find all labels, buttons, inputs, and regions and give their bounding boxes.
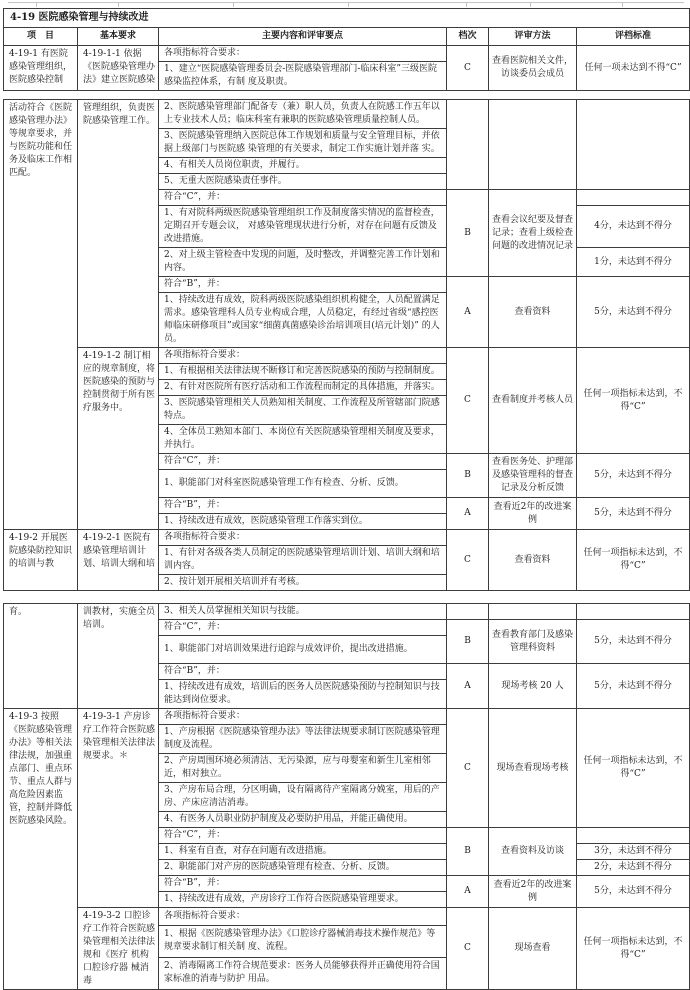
grade-cell: B bbox=[447, 190, 489, 277]
content-cell: 1、产房根据《医院感染管理办法》等法律法规要求制订医院感染管理制度及流程。 bbox=[159, 725, 447, 754]
standard-cell: 5分，未达到不得分 bbox=[577, 876, 690, 908]
content-cell: 2、医院感染管理部门配备专（兼）职人员，负责人在院感工作五年以上专业技术人员；临床科室有兼职的医院感染管理质量控制人员。 bbox=[159, 100, 447, 129]
content-cell: 1、持续改进有成效，院科两级医院感染组织机构健全，人员配置满足需求。感染管理科人员专业构成合理，人员稳定，有经过省级“感控医师临床研修项目”或国家“细菌真菌感染诊治培训项目(培元计划)” 的人员。 bbox=[159, 293, 447, 348]
content-cell: 1、持续改进有成效，培训后的医务人员医院感染预防与控制知识与技能达到岗位要求。 bbox=[159, 680, 447, 709]
column-header-standard: 评档标准 bbox=[577, 28, 690, 46]
standard-cell: 5分，未达到不得分 bbox=[577, 277, 690, 348]
empty-cell bbox=[447, 100, 489, 190]
standard-cell: 5分，未达到不得分 bbox=[577, 454, 690, 498]
content-cell: 符合“C”，并： bbox=[159, 454, 447, 470]
grade-cell: B bbox=[447, 454, 489, 498]
content-cell: 各项指标符合要求： bbox=[159, 348, 447, 364]
item-cell: 4-19-2 开展医院感染防控知识的培训与教 bbox=[4, 530, 78, 591]
empty-cell bbox=[577, 190, 690, 206]
content-cell: 符合“C”，并： bbox=[159, 828, 447, 844]
standard-cell: 4分，未达到不得分 bbox=[577, 206, 690, 248]
item-cell: 育。 bbox=[4, 604, 78, 709]
content-cell: 1、有对院科两级医院感染管理组织工作及制度落实情况的监督检查，定期召开专题会议， 对感染管理现状进行分析，对存在问题有反馈及改进措施。 bbox=[159, 206, 447, 248]
method-cell: 查看资料 bbox=[489, 277, 577, 348]
content-cell: 符合“B”，并： bbox=[159, 876, 447, 892]
content-cell: 符合“C”，并： bbox=[159, 620, 447, 636]
requirement-cell: 4-19-1-2 制订相应的规章制度，将医院感染的预防与控制贯彻于所有医疗服务中。 bbox=[78, 348, 159, 530]
standard-cell: 3分，未达到不得分 bbox=[577, 844, 690, 860]
content-cell: 1、根据《医院感染管理办法》《口腔诊疗器械消毒技术操作规范》等规章要求制订相关制 度、流程。 bbox=[159, 925, 447, 957]
column-header-method: 评审方法 bbox=[489, 28, 577, 46]
content-cell: 各项指标符合要求： bbox=[159, 46, 447, 62]
grade-cell: A bbox=[447, 277, 489, 348]
content-cell: 各项指标符合要求： bbox=[159, 908, 447, 926]
content-cell: 2、职能部门对产房的医院感染管理有检查、分析、反馈。 bbox=[159, 860, 447, 876]
table-row bbox=[4, 348, 690, 364]
empty-cell bbox=[489, 604, 577, 620]
requirement-cell: 4-19-3-2 口腔诊疗工作符合医院感染管理相关法律法规和《医疗 机构口腔诊疗器 械消毒 bbox=[78, 908, 159, 990]
standard-cell: 1分，未达到不得分 bbox=[577, 248, 690, 277]
table-row bbox=[4, 100, 690, 129]
standard-cell: 任何一项指标未达到，不得“C” bbox=[577, 348, 690, 454]
content-cell: 符合“B”，并： bbox=[159, 664, 447, 680]
method-cell: 查看医务处、护理部及感染管理科的督查记录及分析反馈 bbox=[489, 454, 577, 498]
grade-cell: C bbox=[447, 908, 489, 990]
empty-cell bbox=[447, 604, 489, 620]
table-section-3 bbox=[3, 603, 690, 990]
table-section-1 bbox=[3, 8, 690, 91]
grade-cell: C bbox=[447, 709, 489, 828]
grade-cell: A bbox=[447, 664, 489, 709]
standard-cell: 任何一项未达到不得“C” bbox=[577, 46, 690, 91]
content-cell: 符合“B”，并： bbox=[159, 498, 447, 514]
method-cell: 现场查看 bbox=[489, 908, 577, 990]
table-row bbox=[4, 908, 690, 926]
content-cell: 1、职能部门对科室医院感染管理工作有检查、分析、反馈。 bbox=[159, 470, 447, 498]
requirement-cell: 4-19-2-1 医院有感染管理培训计划、培训大纲和培 bbox=[78, 530, 159, 591]
item-cell: 活动符合《医院感染管理办法》等规章要求，并与医院功能和任务及临床工作相匹配。 bbox=[4, 100, 78, 530]
method-cell: 查看教育部门及感染管理科资料 bbox=[489, 620, 577, 664]
content-cell: 各项指标符合要求： bbox=[159, 709, 447, 725]
content-cell: 1、持续改进有成效，医院感染管理工作落实到位。 bbox=[159, 514, 447, 530]
content-cell: 5、无重大医院感染责任事件。 bbox=[159, 174, 447, 190]
standard-cell: 任何一项指标未达到，不得“C” bbox=[577, 908, 690, 990]
table-row bbox=[4, 9, 690, 28]
content-cell: 符合“C”，并： bbox=[159, 190, 447, 206]
empty-cell bbox=[489, 100, 577, 190]
section-title: 4-19 医院感染管理与持续改进 bbox=[4, 9, 690, 28]
item-cell: 4-19-3 按照《医院感染管理办法》等相关法律法规，加强重点部门、重点环节、重点人群与高危险因素监管，控制并降低医院感染风险。 bbox=[4, 709, 78, 990]
content-cell: 4、全体员工熟知本部门、本岗位有关医院感染管理相关制度及要求，并执行。 bbox=[159, 425, 447, 454]
method-cell: 查看资料 bbox=[489, 530, 577, 591]
standard-cell: 任何一项指标未达到，不得“C” bbox=[577, 530, 690, 591]
content-cell: 1、科室有自查，对存在问题有改进措施。 bbox=[159, 844, 447, 860]
column-header-grade: 档次 bbox=[447, 28, 489, 46]
empty-cell bbox=[577, 604, 690, 620]
table-row bbox=[4, 530, 690, 546]
content-cell: 4、有相关人员岗位职责，并履行。 bbox=[159, 158, 447, 174]
content-cell: 1、建立“医院感染管理委员会-医院感染管理部门-临床科室”三级医院感染监控体系，有制 度及职责。 bbox=[159, 62, 447, 91]
content-cell: 3、产房布局合理，分区明确，设有隔离待产室隔离分娩室，用后的产房、产床应清洁消毒。 bbox=[159, 783, 447, 812]
method-cell: 查看近2年的改进案例 bbox=[489, 876, 577, 908]
content-cell: 2、按计划开展相关培训并有考核。 bbox=[159, 575, 447, 591]
method-cell: 查看制度并考核人员 bbox=[489, 348, 577, 454]
item-cell: 4-19-1 有医院感染管理组织，医院感染控制 bbox=[4, 46, 78, 91]
content-cell: 1、职能部门对培训效果进行追踪与成效评价，提出改进措施。 bbox=[159, 636, 447, 664]
method-cell: 查看医院相关文件，访谈委员会成员 bbox=[489, 46, 577, 91]
content-cell: 2、对上级主管检查中发现的问题，及时整改，并调整完善工作计划和内容。 bbox=[159, 248, 447, 277]
table-row bbox=[4, 709, 690, 725]
content-cell: 各项指标符合要求： bbox=[159, 530, 447, 546]
method-cell: 查看会议纪要及督查记录；查看上级检查问题的改进情况记录 bbox=[489, 190, 577, 277]
table-section-2 bbox=[3, 99, 690, 591]
method-cell: 查看资料及访谈 bbox=[489, 828, 577, 876]
standard-cell: 5分，未达到不得分 bbox=[577, 498, 690, 530]
requirement-cell: 管理组织，负责医院感染管理工作。 bbox=[78, 100, 159, 348]
previous-page-edge bbox=[8, 2, 684, 6]
method-cell: 查看近2年的改进案例 bbox=[489, 498, 577, 530]
grade-cell: B bbox=[447, 620, 489, 664]
content-cell: 1、持续改进有成效，产房诊疗工作符合医院感染管理要求。 bbox=[159, 892, 447, 908]
content-cell: 2、消毒隔离工作符合规范要求：医务人员能够获得并正确使用符合国家标准的消毒与防护 用品。 bbox=[159, 957, 447, 989]
content-cell: 1、有针对各级各类人员制定的医院感染管理培训计划、培训大纲和培训内容。 bbox=[159, 546, 447, 575]
table-row bbox=[4, 46, 690, 62]
content-cell: 3、医院感染管理相关人员熟知相关制度、工作流程及所管辖部门院感特点。 bbox=[159, 396, 447, 425]
standard-cell: 2分，未达到不得分 bbox=[577, 860, 690, 876]
standard-cell: 5分，未达到不得分 bbox=[577, 664, 690, 709]
content-cell: 3、医院感染管理纳入医院总体工作规划和质量与安全管理目标，并依据上级部门与医院感 染管理的有关要求，制定工作实施计划并落 实。 bbox=[159, 129, 447, 158]
standard-cell: 任何一项指标未达到，不得“C” bbox=[577, 709, 690, 828]
grade-cell: C bbox=[447, 348, 489, 454]
column-header-content: 主要内容和评审要点 bbox=[159, 28, 447, 46]
requirement-cell: 训教材，实施全员培训。 bbox=[78, 604, 159, 709]
grade-cell: C bbox=[447, 530, 489, 591]
content-cell: 3、相关人员掌握相关知识与技能。 bbox=[159, 604, 447, 620]
content-cell: 2、产房周围环境必须清洁、无污染源，应与母婴室和新生儿室相邻近，相对独立。 bbox=[159, 754, 447, 783]
grade-cell: A bbox=[447, 876, 489, 908]
grade-cell: B bbox=[447, 828, 489, 876]
grade-cell: A bbox=[447, 498, 489, 530]
requirement-cell: 4-19-1-1 依据《医院感染管理办法》建立医院感染 bbox=[78, 46, 159, 91]
column-header-basic: 基本要求 bbox=[78, 28, 159, 46]
table-row bbox=[4, 604, 690, 620]
column-header-item: 项 目 bbox=[4, 28, 78, 46]
content-cell: 符合“B”，并： bbox=[159, 277, 447, 293]
method-cell: 现场查看现场考核 bbox=[489, 709, 577, 828]
content-cell: 1、有根据相关法律法规不断修订和完善医院感染的预防与控制制度。 bbox=[159, 364, 447, 380]
standard-cell: 5分，未达到不得分 bbox=[577, 620, 690, 664]
empty-cell bbox=[577, 828, 690, 844]
method-cell: 现场考核 20 人 bbox=[489, 664, 577, 709]
empty-cell bbox=[577, 100, 690, 190]
table-row bbox=[4, 28, 690, 46]
content-cell: 4、有医务人员职业防护制度及必要防护用品，并能正确使用。 bbox=[159, 812, 447, 828]
requirement-cell: 4-19-3-1 产房诊疗工作符合医院感染管理相关法律法规要求。＊ bbox=[78, 709, 159, 908]
grade-cell: C bbox=[447, 46, 489, 91]
content-cell: 2、有针对医院所有医疗活动和工作流程而制定的具体措施，并落实。 bbox=[159, 380, 447, 396]
